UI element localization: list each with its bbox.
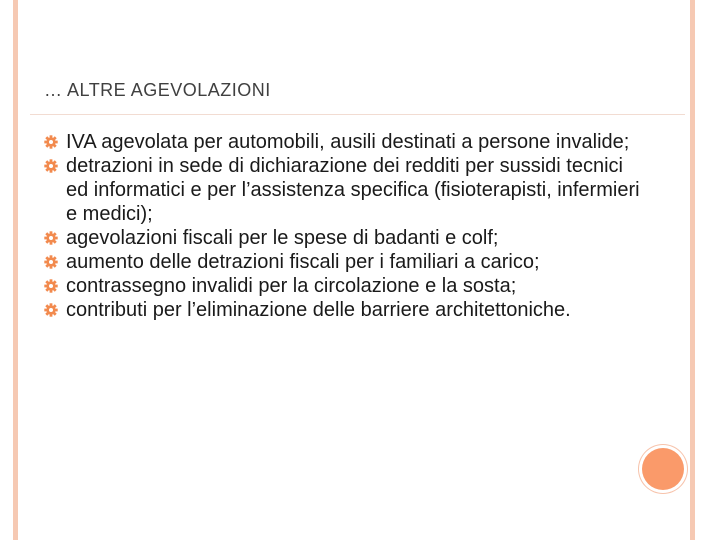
bullet-item: [44, 250, 644, 274]
bullet-text: detrazioni in sede di dichiarazione dei redditi per sussidi tecnici ed informatici e per l’assistenza specifica (fisioterapisti, infermieri e medici);: [66, 155, 640, 225]
bullet-text: agevolazioni fiscali per le spese di badanti e colf;: [66, 227, 499, 249]
bullet-item: [44, 226, 644, 250]
gear-bullet-icon: [44, 159, 58, 173]
right-accent-border: [690, 0, 695, 540]
bullet-item: [44, 274, 644, 298]
bullet-list: [44, 130, 644, 322]
decorative-circle: [642, 448, 684, 490]
gear-bullet-icon: [44, 303, 58, 317]
gear-bullet-icon: [44, 255, 58, 269]
gear-bullet-icon: [44, 231, 58, 245]
bullet-text: contrassegno invalidi per la circolazione e la sosta;: [66, 275, 517, 297]
slide-title: … ALTRE AGEVOLAZIONI: [44, 80, 271, 100]
gear-bullet-icon: [44, 135, 58, 149]
bullet-text: IVA agevolata per automobili, ausili destinati a persone invalide;: [66, 131, 630, 153]
bullet-text: aumento delle detrazioni fiscali per i familiari a carico;: [66, 251, 540, 273]
bullet-item: [44, 130, 644, 154]
gear-bullet-icon: [44, 279, 58, 293]
bullet-text: contributi per l’eliminazione delle barriere architettoniche.: [66, 299, 571, 321]
left-accent-border: [13, 0, 18, 540]
bullet-item: [44, 298, 644, 322]
title-divider: [30, 114, 685, 115]
bullet-item: [44, 154, 644, 226]
